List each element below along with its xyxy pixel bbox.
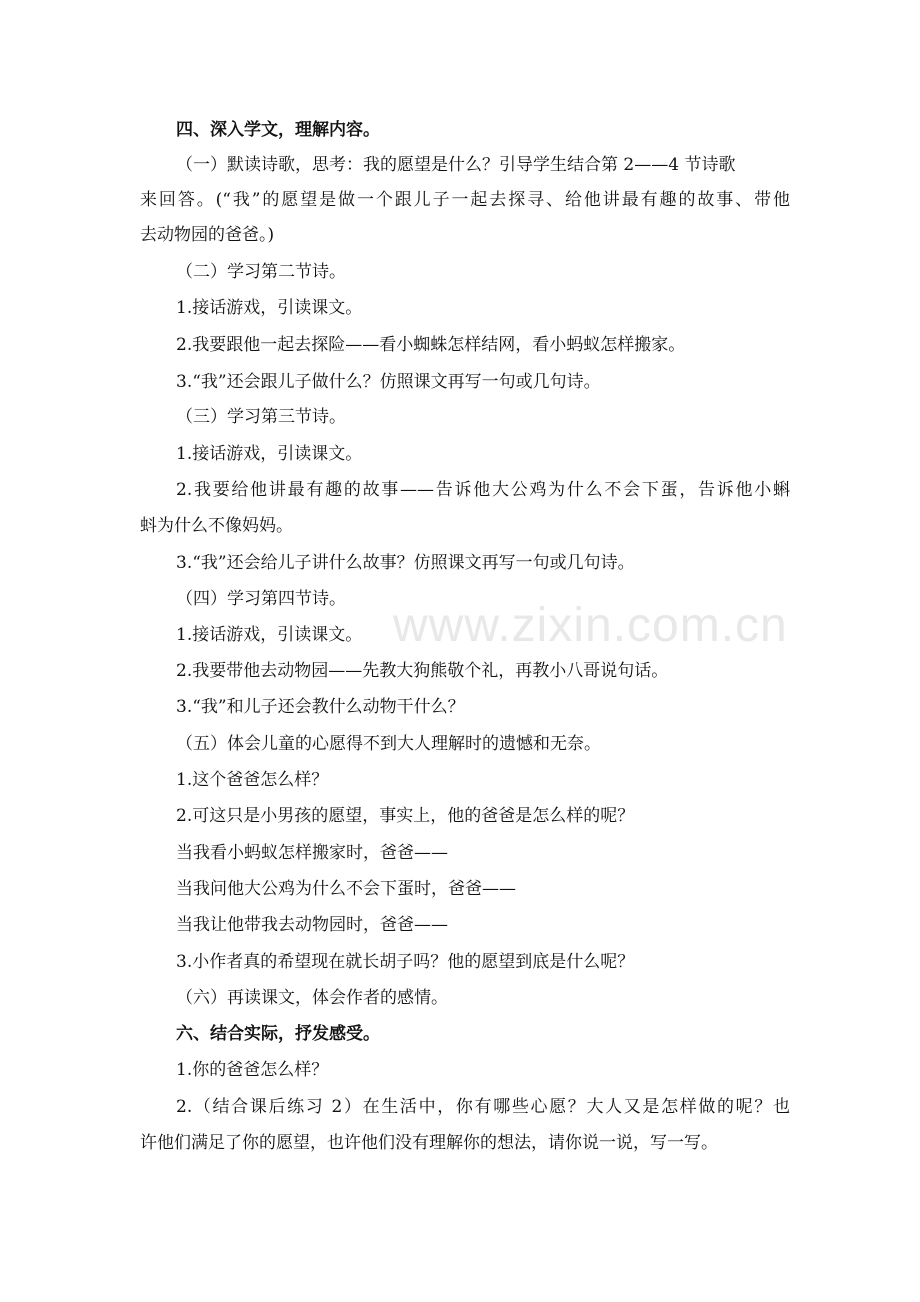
part-4-item-2: 2.我要带他去动物园——先教大狗熊敬个礼，再教小八哥说句话。 <box>176 661 669 681</box>
part-5-item-1: 1.这个爸爸怎么样？ <box>176 770 329 790</box>
section-6-heading: 六、结合实际，抒发感受。 <box>176 1024 380 1044</box>
part-5-item-3: 3.小作者真的希望现在就长胡子吗？他的愿望到底是什么呢？ <box>176 952 635 972</box>
section-4-heading: 四、深入学文，理解内容。 <box>176 120 380 140</box>
section-6-item-2-line-2: 许他们满足了你的愿望，也许他们没有理解你的想法，请你说一说，写一写。 <box>140 1133 718 1153</box>
part-3-item-1: 1.接话游戏，引读课文。 <box>176 444 363 464</box>
part-2-item-3: 3.“我”还会跟儿子做什么？仿照课文再写一句或几句诗。 <box>176 372 601 392</box>
part-5-blank-2: 当我问他大公鸡为什么不会下蛋时，爸爸—— <box>176 879 516 899</box>
part-4-item-1: 1.接话游戏，引读课文。 <box>176 625 363 645</box>
section-6-item-2-line-1: 2.（结合课后练习 2）在生活中，你有哪些心愿？大人又是怎样做的呢？也 <box>176 1097 790 1117</box>
part-2-item-1: 1.接话游戏，引读课文。 <box>176 298 363 318</box>
part-5-title: （五）体会儿童的心愿得不到大人理解时的遗憾和无奈。 <box>176 734 601 754</box>
part-2-item-2: 2.我要跟他一起去探险——看小蜘蛛怎样结网，看小蚂蚁怎样搬家。 <box>176 335 686 355</box>
part-5-blank-3: 当我让他带我去动物园时，爸爸—— <box>176 915 448 935</box>
part-4-item-3: 3.“我”和儿子还会教什么动物干什么？ <box>176 697 465 717</box>
section-6-item-1: 1.你的爸爸怎么样？ <box>176 1060 329 1080</box>
paragraph-1-line-1: （一）默读诗歌，思考：我的愿望是什么？引导学生结合第 2——4 节诗歌 <box>176 155 736 175</box>
part-4-title: （四）学习第四节诗。 <box>176 589 346 609</box>
part-3-item-2-line-1: 2.我要给他讲最有趣的故事——告诉他大公鸡为什么不会下蛋，告诉他小蝌 <box>176 480 790 500</box>
part-3-title: （三）学习第三节诗。 <box>176 407 346 427</box>
part-5-item-2: 2.可这只是小男孩的愿望，事实上，他的爸爸是怎么样的呢？ <box>176 806 635 826</box>
part-3-item-3: 3.“我”还会给儿子讲什么故事？仿照课文再写一句或几句诗。 <box>176 553 635 573</box>
part-6-title: （六）再读课文，体会作者的感情。 <box>176 988 448 1008</box>
part-3-item-2-line-2: 蚪为什么不像妈妈。 <box>140 516 293 536</box>
paragraph-1-line-2: 来回答。(“我”的愿望是做一个跟儿子一起去探寻、给他讲最有趣的故事、带他 <box>140 190 790 210</box>
paragraph-1-line-3: 去动物园的爸爸。) <box>140 225 275 245</box>
watermark: www.zixin.com.cn <box>393 599 788 652</box>
part-5-blank-1: 当我看小蚂蚁怎样搬家时，爸爸—— <box>176 843 448 863</box>
part-2-title: （二）学习第二节诗。 <box>176 262 346 282</box>
